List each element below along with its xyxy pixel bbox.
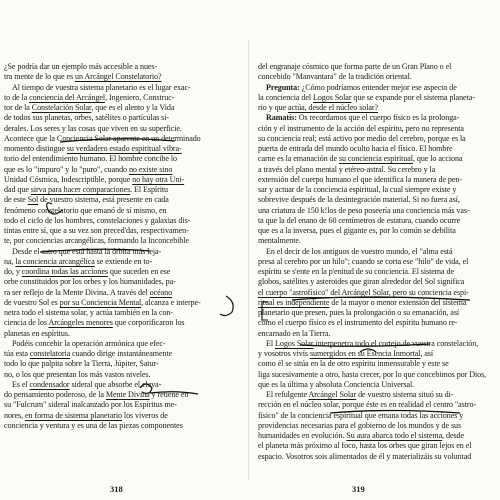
text-line: derales. Los seres y las cosas que viven en su superficie. — [4, 123, 182, 133]
text-line: Es el condensador sideral que absorbe el eleva- — [12, 379, 162, 389]
text-line: su "Fulcrum" sideral inalcanzado por los Espíritus me- — [4, 400, 177, 410]
text-line: que es la última y absoluta Conciencia Universal. — [258, 379, 415, 389]
text-line: ra ser reflejo de la Mente Divina. A través del océano — [4, 287, 173, 297]
text-line: te, por conciencias arcangélicas, formando la Inconcebible — [4, 236, 190, 246]
text-line: su conciencia real; está activo por medio del cerebro, porque es la — [258, 133, 466, 143]
text-line: de todos sus planetas, orbes, satélites o partículas si- — [4, 113, 170, 123]
text-line: mentalmente. — [258, 236, 301, 246]
text-line: como el cuerpo físico es el instrumento del espíritu humano re- — [258, 318, 458, 328]
text-line: a través del plano mental y etéreo-astral. Su cerebro y la — [258, 164, 436, 174]
text-line: concebido "Manvantara" de la tradición oriental. — [258, 72, 412, 82]
left-page-text — [4, 62, 240, 482]
left-page-number: 318 — [110, 484, 123, 494]
text-line: orbe constituidos por los orbes y los humanidades, pa- — [4, 277, 176, 287]
text-line: dad que sirva para hacer comparaciones. El Espíritu — [4, 185, 169, 194]
text-line: Ramatís: Os recordamos que el cuerpo físico es la prolonga- — [266, 113, 460, 123]
text-line: y vosotros vivís sumergidos en su Esencia Inmortal, así — [258, 349, 434, 358]
text-line: no, o los que presentan los más vastos niveles. — [4, 369, 151, 379]
text-line: liga sucesivamente a otro, hasta crecer, por lo que concebimos por Dios, — [258, 369, 487, 379]
text-line: momento distingue su verdadero estado espiritual vibra- — [4, 144, 182, 153]
text-line: tra mente de lo que es un Arcángel Constelatorio? — [4, 72, 162, 82]
text-line: El Logos Solar interpenetra todo el cortejo de vuestra constelación, — [266, 338, 479, 348]
text-line: to de la conciencia del Arcángel, Ingeniero, Construc- — [4, 92, 175, 102]
text-line: do, y coordina todas las acciones que suceden en ese — [4, 267, 171, 276]
text-line: sar y actuar de la conciencia espiritual, la cual siempre existe y — [258, 185, 457, 194]
text-line: conciencia y ventura y es una de las piezas componentes — [4, 420, 183, 430]
text-line: todo el ciclo de los hombres, constelaciones y galaxias dis- — [4, 215, 191, 225]
text-line: rio y que actúa, desde el núcleo solar? — [258, 103, 379, 112]
text-line: encarnado en la Tierra. — [258, 328, 331, 338]
text-line: carne es la emanación de su conciencia espiritual, que lo acciona — [258, 154, 463, 164]
text-line: el planeta más próximo al foco, hasta los orbes que giran lejos en el — [258, 441, 472, 451]
text-line: de vuestro Sol es por su Conciencia Mental, alcanza e interpe- — [4, 297, 201, 307]
text-line: nores, en forma de sistema planetario los viveros de — [4, 410, 168, 420]
text-line: planetas en espíritus. — [4, 328, 70, 338]
text-line: que es lo "impuro" y lo "puro", cuando no existe sino — [4, 164, 173, 174]
text-line: netra todo el sistema solar, y actúa también en la con- — [4, 308, 174, 317]
text-line: fenómeno constelatorio que emanó de sí mismo, en — [4, 205, 167, 215]
text-line: Pregunta: ¿Cómo podríamos entender mejor ese aspecto de — [266, 82, 457, 92]
text-line: de este Sol de vuestro sistema, está presente en cada — [4, 195, 169, 205]
text-line: todo lo que palpita sobre la Tierra, Júpiter, Satur- — [4, 359, 159, 369]
right-page-text — [258, 62, 494, 482]
text-line: globos, satélites y asteroides que giran alrededor del Sol significa — [258, 277, 465, 287]
book-gutter — [248, 40, 249, 480]
text-line: una criatura de 150 k!los de peso poseería una conciencia más vas- — [258, 205, 470, 215]
right-page-number: 319 — [352, 484, 365, 494]
text-line: presa al cerebro por un hilo"; cuando se corta ese "hilo" de vida, el — [258, 256, 469, 266]
text-line: Podéis concebir la operación armónica que efec- — [12, 338, 166, 348]
text-line: rección en el núcleo solar, porque éste es en realidad el centro "astro- — [258, 400, 477, 410]
text-line: ción y el instrumento de la acción del espíritu, pero no representa — [258, 123, 464, 133]
text-line: espacio. Vosotros sois alimentados de él y materializáis su voluntad — [258, 451, 472, 461]
text-line: la conciencia del Logos Solar que se expande por el sistema planeta- — [258, 92, 475, 102]
text-line: sobrevive después de la desintegración material. Si no fuera así, — [258, 195, 460, 205]
text-line: que es a la inversa, pues el gigante es, por lo común se debilita — [258, 226, 456, 235]
text-line: ta que la del enano de 60 centímetros de estatura, cuando ocurre — [258, 215, 461, 225]
text-line: físico" de la conciencia espiritual que emana todas las acciones y — [258, 410, 464, 420]
text-line: túa esta constelatoria cuando dirige instantáneamente — [4, 349, 173, 358]
text-line: do pensamiento poderoso, de la Mente Divina y retiene en — [4, 390, 189, 399]
text-line: ritual es independiente de la mayor o menor extensión del sistema — [258, 297, 467, 307]
text-line: Desde el astro que está hasta la órbita más leja- — [12, 246, 162, 256]
text-line: Al tiempo de vuestra sistema planetario es el lugar exac- — [12, 82, 191, 92]
text-line: como él se sitúa en la de otro espíritu inmensurable y este se — [258, 359, 449, 369]
text-line: ciencia de los Arcángeles menores que corporificaron los — [4, 318, 185, 328]
text-line: torio del entendimiento humano. El hombre concibe lo — [4, 154, 177, 164]
text-line: el cuerpo "astrofísico" del Arcángel Solar, pero su conciencia espi- — [258, 287, 469, 297]
text-line: tintas entre sí, que a su vez son preced'das, respectivamen- — [4, 226, 189, 235]
text-line: providencias necesarias para el gobierno de los mundos y de sus — [258, 420, 462, 430]
text-line: planetario que presen, pues la prolongación o su emanación, así — [258, 308, 460, 317]
text-line: del engranaje cósmico que forma parte de un Gran Plano o el — [258, 62, 452, 71]
text-line: na, la conciencia arcangélica se extiende en to- — [4, 256, 153, 266]
text-line: puerta de entrada del mundo oculto hacia el físico. El hombre — [258, 144, 453, 153]
text-line: En el decir de los antiguos de vuestro mundo, el "alma está — [266, 246, 453, 256]
text-line: extensión del cuerpo humano el que identifica la manera de pen- — [258, 174, 462, 184]
text-line: Acontece que la Conciencia Solar aparente en un determinado — [4, 133, 201, 143]
text-line: El refulgente Arcángel Solar de vuestro sistema situó su di- — [266, 390, 454, 399]
text-line: ¿Se podría dar un ejemplo más accesible a nues- — [4, 62, 158, 71]
text-line: espíritu se s'ente en la p'enitud de su conciencia. El sistema de — [258, 267, 454, 276]
text-line: tor de la Constelación Solar, que es el alento y la Vida — [4, 103, 175, 112]
text-line: humanidades en evolución. Su aura abarca todo el sistema, desde — [258, 431, 465, 440]
text-line: Unidad Cósmica, Indescriptible, porque no hay otra Uni- — [4, 174, 185, 184]
